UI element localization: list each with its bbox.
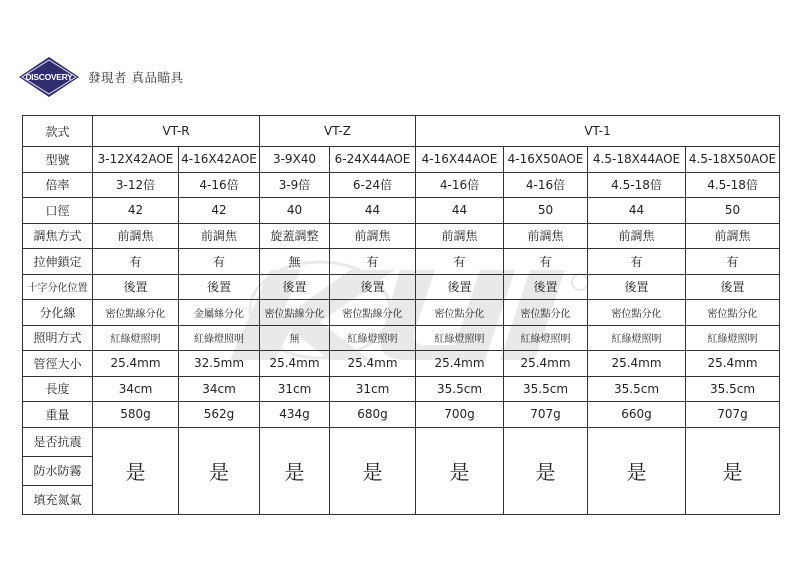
- table-cell: 50: [504, 198, 588, 224]
- table-cell: 紅綠燈照明: [504, 325, 588, 351]
- table-cell: 680g: [330, 402, 416, 428]
- table-cell: 紅綠燈照明: [686, 325, 780, 351]
- table-cell: 31cm: [330, 376, 416, 402]
- table-cell: 4-16倍: [416, 172, 504, 198]
- table-cell: 旋蓋調整: [260, 223, 330, 249]
- table-cell: 前調焦: [179, 223, 260, 249]
- table-cell: 4-16X42AOE: [179, 147, 260, 173]
- table-cell: 44: [416, 198, 504, 224]
- table-cell: 紅綠燈照明: [416, 325, 504, 351]
- table-cell: 35.5cm: [416, 376, 504, 402]
- row-label: 十字分化位置: [23, 274, 93, 300]
- table-cell: 前調焦: [416, 223, 504, 249]
- table-cell: 是: [588, 427, 686, 514]
- table-cell: 580g: [93, 402, 179, 428]
- table-cell: 後置: [330, 274, 416, 300]
- table-cell: 707g: [686, 402, 780, 428]
- table-cell: 3-9倍: [260, 172, 330, 198]
- table-row-model: [23, 116, 780, 147]
- table-cell: 後置: [504, 274, 588, 300]
- table-cell: 4.5-18倍: [686, 172, 780, 198]
- table-cell: 密位點分化: [416, 300, 504, 326]
- table-cell: 25.4mm: [260, 351, 330, 377]
- table-cell: 25.4mm: [686, 351, 780, 377]
- table-cell: 無: [260, 325, 330, 351]
- spec-table: [22, 115, 780, 515]
- table-cell: 紅綠燈照明: [588, 325, 686, 351]
- table-cell: 有: [588, 249, 686, 275]
- row-label: 重量: [23, 402, 93, 428]
- table-cell: 4-16倍: [504, 172, 588, 198]
- table-cell: 有: [179, 249, 260, 275]
- table-cell: 25.4mm: [416, 351, 504, 377]
- table-cell: 6-24倍: [330, 172, 416, 198]
- table-cell: 25.4mm: [330, 351, 416, 377]
- logo-text: DISCOVERY: [25, 72, 73, 82]
- table-row: [23, 351, 780, 377]
- table-cell: 後置: [416, 274, 504, 300]
- group-vt-r: VT-R: [93, 116, 260, 147]
- table-row-features: [23, 427, 780, 456]
- row-label: 分化線: [23, 300, 93, 326]
- table-cell: 44: [588, 198, 686, 224]
- table-cell: 3-12X42AOE: [93, 147, 179, 173]
- table-cell: 前調焦: [588, 223, 686, 249]
- table-cell: 25.4mm: [504, 351, 588, 377]
- table-cell: 是: [260, 427, 330, 514]
- table-cell: 25.4mm: [588, 351, 686, 377]
- table-row: [23, 376, 780, 402]
- table-cell: 562g: [179, 402, 260, 428]
- table-cell: 無: [260, 249, 330, 275]
- table-cell: 660g: [588, 402, 686, 428]
- table-cell: 是: [330, 427, 416, 514]
- table-cell: 紅綠燈照明: [330, 325, 416, 351]
- table-cell: 4.5-18X50AOE: [686, 147, 780, 173]
- table-cell: 700g: [416, 402, 504, 428]
- table-cell: 有: [330, 249, 416, 275]
- table-cell: 密位點分化: [588, 300, 686, 326]
- table-cell: 3-9X40: [260, 147, 330, 173]
- table-row: [23, 198, 780, 224]
- table-cell: 4-16X44AOE: [416, 147, 504, 173]
- table-cell: 是: [93, 427, 179, 514]
- row-label: 管徑大小: [23, 351, 93, 377]
- table-cell: 後置: [588, 274, 686, 300]
- row-label: 型號: [23, 147, 93, 173]
- row-label: 口徑: [23, 198, 93, 224]
- discovery-logo: [18, 56, 80, 98]
- table-cell: 是: [416, 427, 504, 514]
- brand-header: [18, 56, 183, 98]
- table-cell: 50: [686, 198, 780, 224]
- row-label: 長度: [23, 376, 93, 402]
- table-cell: 是: [686, 427, 780, 514]
- table-row: [23, 172, 780, 198]
- table-cell: 前調焦: [686, 223, 780, 249]
- table-cell: 434g: [260, 402, 330, 428]
- table-cell: 密位點分化: [504, 300, 588, 326]
- table-cell: 前調焦: [93, 223, 179, 249]
- table-cell: 密位點線分化: [260, 300, 330, 326]
- table-row: [23, 249, 780, 275]
- table-cell: 707g: [504, 402, 588, 428]
- table-cell: 密位點分化: [686, 300, 780, 326]
- table-cell: 6-24X44AOE: [330, 147, 416, 173]
- table-row: [23, 223, 780, 249]
- table-cell: 4-16X50AOE: [504, 147, 588, 173]
- table-row: [23, 325, 780, 351]
- table-cell: 44: [330, 198, 416, 224]
- table-cell: 紅綠燈照明: [93, 325, 179, 351]
- row-label: 填充氮氣: [23, 485, 93, 514]
- row-label: 照明方式: [23, 325, 93, 351]
- table-cell: 後置: [93, 274, 179, 300]
- table-row: [23, 402, 780, 428]
- table-cell: 金屬絲分化: [179, 300, 260, 326]
- row-label: 倍率: [23, 172, 93, 198]
- table-cell: 紅綠燈照明: [179, 325, 260, 351]
- table-cell: 是: [504, 427, 588, 514]
- table-cell: 有: [504, 249, 588, 275]
- group-vt-z: VT-Z: [260, 116, 416, 147]
- table-cell: 4.5-18X44AOE: [588, 147, 686, 173]
- table-cell: 前調焦: [330, 223, 416, 249]
- table-row: [23, 274, 780, 300]
- table-cell: 後置: [260, 274, 330, 300]
- row-label: 是否抗震: [23, 427, 93, 456]
- table-cell: 3-12倍: [93, 172, 179, 198]
- table-cell: 有: [93, 249, 179, 275]
- table-cell: 前調焦: [504, 223, 588, 249]
- table-cell: 有: [686, 249, 780, 275]
- table-cell: 40: [260, 198, 330, 224]
- table-cell: 35.5cm: [588, 376, 686, 402]
- table-row: [23, 147, 780, 173]
- table-cell: 34cm: [93, 376, 179, 402]
- table-cell: 4.5-18倍: [588, 172, 686, 198]
- table-cell: 25.4mm: [93, 351, 179, 377]
- table-cell: 31cm: [260, 376, 330, 402]
- table-cell: 密位點線分化: [330, 300, 416, 326]
- row-label: 調焦方式: [23, 223, 93, 249]
- table-row: [23, 300, 780, 326]
- table-cell: 42: [179, 198, 260, 224]
- table-cell: 32.5mm: [179, 351, 260, 377]
- table-cell: 後置: [686, 274, 780, 300]
- row-label: 拉伸鎖定: [23, 249, 93, 275]
- table-cell: 密位點線分化: [93, 300, 179, 326]
- table-cell: 有: [416, 249, 504, 275]
- table-cell: 34cm: [179, 376, 260, 402]
- row-label: 防水防霧: [23, 456, 93, 485]
- brand-tagline: 發現者 真品瞄具: [88, 70, 184, 85]
- group-vt-1: VT-1: [416, 116, 780, 147]
- row-label: 款式: [23, 116, 93, 147]
- table-cell: 是: [179, 427, 260, 514]
- table-cell: 4-16倍: [179, 172, 260, 198]
- table-cell: 35.5cm: [504, 376, 588, 402]
- table-cell: 後置: [179, 274, 260, 300]
- table-cell: 35.5cm: [686, 376, 780, 402]
- table-cell: 42: [93, 198, 179, 224]
